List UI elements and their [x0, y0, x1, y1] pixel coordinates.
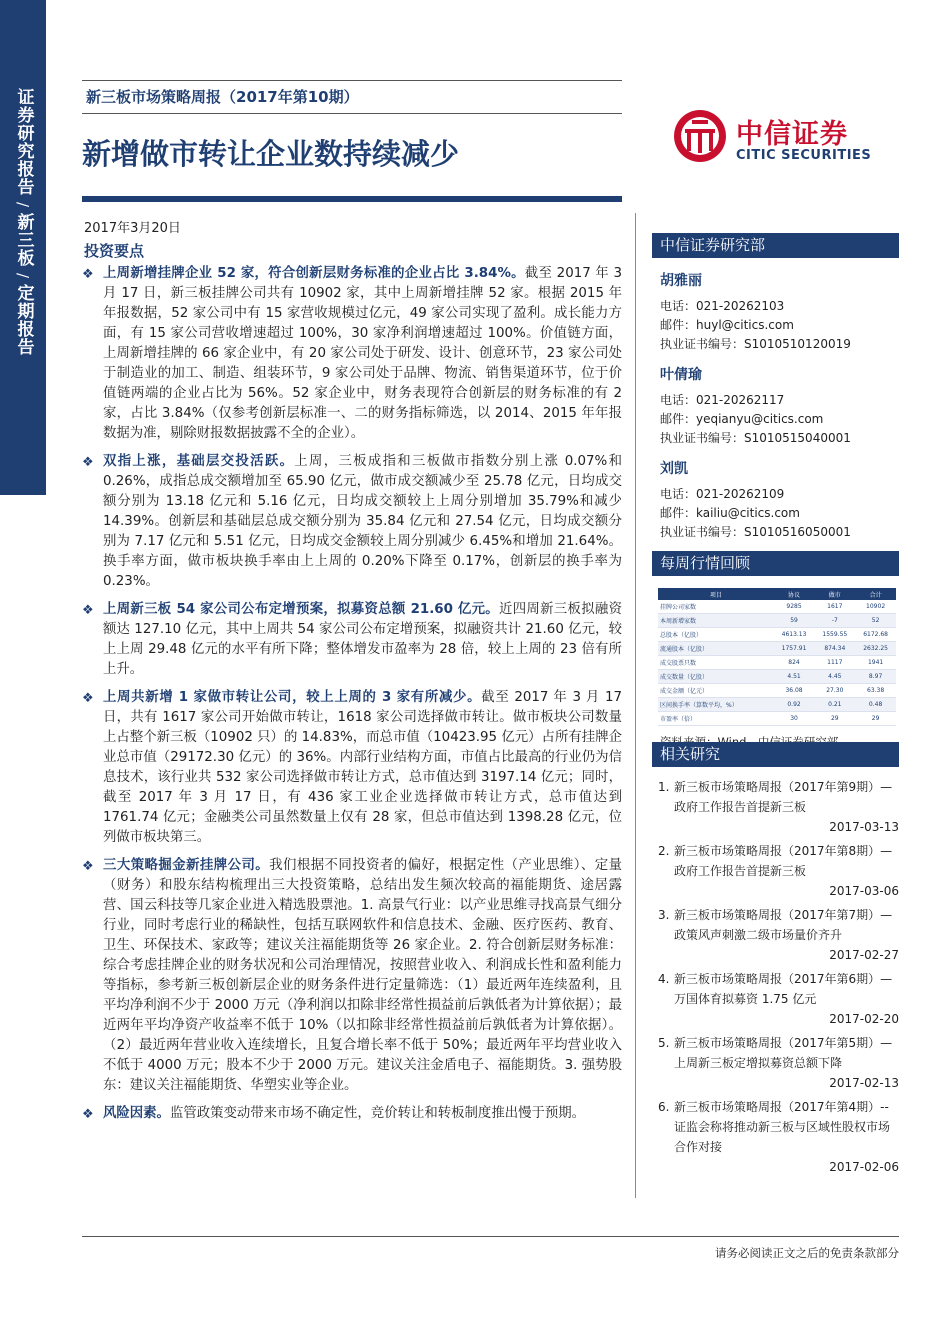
table-row [658, 656, 896, 670]
item-date: 2017-03-06 [829, 884, 899, 898]
key-point: ❖ 三大策略掘金新挂牌公司。我们根据不同投资者的偏好，根据定性（产业思维）、定量（财务）和股东结构梳理出三大投资策略，总结出发生频次较高的福能期货、途居露营、国云科技等几家企业进入精选股票池。1. 高景气行业：以产业思维寻找高景气细分行业，同时考虑行业的稀缺性，包括互联网软件和信息技术、金融、医疗医药、教育、卫生、环保技术、家政等；建议关注福能期货等 26 家企业。2. 符合创新层财务标准：综合考虑挂牌企业的财务状况和公司治理情况，按照营业收入、利润成长性和盈利能力等指标，参考新三板创新层企业的财务条件进行定量筛选：（1）最近两年连续盈利，且平均净利润不少于 2000 万元（净利润以扣除非经常性损益前后孰低者为计算依据）；最近两年平均净资产收益率不低于 10%（以扣除非经常性损益前后孰低者为计算依据）。（2）最近两年营业收入连续增长，且复合增长率不低于 50%；最近两年平均营业收入不低于 4000 万元；股本不少于 2000 万元。建议关注金盾电子、福能期货。3. 强势股东：建议关注福能期货、华塑实业等企业。 [82, 858, 622, 1093]
value-cell: 52 [855, 614, 896, 628]
weekly-review-panel [652, 551, 899, 750]
item-title: 新三板市场策略周报（2017年第8期）—政府工作报告首提新三板 [674, 844, 893, 878]
value-cell: 2632.25 [855, 642, 896, 656]
value-cell: 9285 [774, 600, 815, 614]
item-index: 6. [658, 1100, 670, 1114]
category-separator: / [14, 202, 32, 208]
item-title: 新三板市场策略周报（2017年第7期）—政策风声刺激二级市场量价齐升 [674, 908, 893, 942]
analyst-phone: 电话：021-20262109 [660, 487, 785, 501]
table-row [658, 600, 896, 614]
table-row [658, 642, 896, 656]
key-point: ❖ 双指上涨，基础层交投活跃。上周，三板成指和三板做市指数分别上涨 0.07%和 0.26%，成指总成交额增加至 65.90 亿元，做市成交额减少至 25.78 亿元，日均成交额分别为 13.18 亿元和 5.16 亿元，日均成交额较上上周分别增加 35.79%和减少 14.39%。创新层和基础层总成交额分别为 35.84 亿元和 27.54 亿元，日均成交额分别为 7.17 亿元和 5.51 亿元，日均成交金额较上周分别减少 6.45%和增加 21.64%。换手率方面，做市板块换手率由上上周的 0.20%下降至 0.17%，创新层的换手率为 0.23%。 [82, 454, 622, 589]
citic-logo [672, 106, 882, 168]
logo-text-cn: 中信证券 [736, 119, 848, 150]
value-cell: 4.45 [814, 670, 855, 684]
diamond-bullet-icon: ❖ [82, 691, 94, 706]
related-research-item[interactable] [658, 1097, 899, 1177]
value-cell: 1117 [814, 656, 855, 670]
analyst-name: 胡雅丽 [660, 273, 702, 289]
item-index: 5. [658, 1036, 670, 1050]
footer-disclaimer: 请务必阅读正文之后的免责条款部分 [715, 1246, 899, 1260]
value-cell: -7 [814, 614, 855, 628]
value-cell: 1757.91 [774, 642, 815, 656]
analyst-phone: 电话：021-20262103 [660, 299, 785, 313]
related-research-list [652, 777, 899, 1177]
value-cell: 1617 [814, 600, 855, 614]
report-date: 2017年3月20日 [84, 221, 181, 236]
related-research-panel [652, 742, 899, 1181]
column-divider [635, 213, 636, 1198]
vertical-category-bar [0, 0, 46, 495]
item-date: 2017-02-06 [829, 1160, 899, 1174]
value-cell: 8.97 [855, 670, 896, 684]
row-label-cell: 挂牌公司家数 [658, 600, 774, 614]
item-date: 2017-02-27 [829, 948, 899, 962]
category-label: 证券研究报告 [13, 88, 34, 196]
related-research-item[interactable] [658, 969, 899, 1029]
market-review-table [658, 588, 896, 726]
category-label: 定期报告 [13, 284, 34, 357]
analyst-card [652, 458, 899, 540]
category-separator: / [14, 273, 32, 279]
value-cell: 6172.68 [855, 628, 896, 642]
value-cell: 4613.13 [774, 628, 815, 642]
value-cell: 63.38 [855, 684, 896, 698]
diamond-bullet-icon: ❖ [82, 267, 94, 282]
analyst-cert: 执业证书编号：S1010515040001 [660, 431, 851, 445]
analyst-phone: 电话：021-20262117 [660, 393, 785, 407]
research-dept-heading: 中信证券研究部 [652, 233, 899, 258]
related-research-item[interactable] [658, 1033, 899, 1093]
key-point: ❖ 上周共新增 1 家做市转让公司，较上上周的 3 家有所减少。截至 2017 年 3 月 17 日，共有 1617 家公司开始做市转让，1618 家公司选择做市转让。做市板块公司数量上占整个新三板（10902 只）的 14.83%，而总市值（10423.95 亿元）占所有挂牌企业总市值（29172.30 亿元）的 36%。内部行业结构方面，市值占比最高的行业仍为信息技术，该行业共 532 家公司选择做市转让方式，总市值达到 3197.14 亿元；同时，截至 2017 年 3 月 17 日，有 436 家工业企业选择做市转让方式，总市值达到 1761.74 亿元；金融类公司虽然数量上仅有 28 家，但总市值达到 1398.28 亿元，位列做市板块第三。 [82, 690, 623, 845]
row-label-cell: 市盈率（倍） [658, 712, 774, 726]
logo-text-en: CITIC SECURITIES [736, 148, 872, 163]
title-divider [82, 196, 622, 202]
analyst-card [652, 364, 899, 446]
item-index: 3. [658, 908, 670, 922]
item-index: 4. [658, 972, 670, 986]
item-index: 1. [658, 780, 670, 794]
analyst-name: 叶倩瑜 [660, 367, 702, 383]
item-title: 新三板市场策略周报（2017年第4期）--证监会称将推动新三板与区域性股权市场合作对接 [674, 1100, 891, 1154]
footer-divider [82, 1236, 899, 1237]
value-cell: 29 [855, 712, 896, 726]
item-date: 2017-02-20 [829, 1012, 899, 1026]
page-title: 新增做市转让企业数持续减少 [82, 137, 460, 171]
table-row [658, 614, 896, 628]
section-heading: 投资要点 [84, 242, 145, 260]
key-point: ❖ 上周新三板 54 家公司公布定增预案，拟募资总额 21.60 亿元。近四周新三板拟融资额达 127.10 亿元，其中上周共 54 家公司公布定增预案，拟融资共计 21.60 亿元，较上上周 29.48 亿元的水平有所下降；整体增发市盈率为 28 倍，较上上周的 23 倍有所上升。 [82, 602, 622, 677]
row-label-cell: 本周新增家数 [658, 614, 774, 628]
item-date: 2017-02-13 [829, 1076, 899, 1090]
key-point: ❖ 风险因素。监管政策变动带来市场不确定性，竞价转让和转板制度推出慢于预期。 [82, 1104, 622, 1124]
analyst-cert: 执业证书编号：S1010516050001 [660, 525, 851, 539]
related-research-heading: 相关研究 [652, 742, 899, 767]
table-row [658, 712, 896, 726]
analyst-cert: 执业证书编号：S1010510120019 [660, 337, 851, 351]
value-cell: 1941 [855, 656, 896, 670]
row-label-cell: 成交金额（亿元） [658, 684, 774, 698]
column-header: 做市 [814, 588, 855, 600]
item-title: 新三板市场策略周报（2017年第9期）—政府工作报告首提新三板 [674, 780, 893, 814]
value-cell: 30 [774, 712, 815, 726]
row-label-cell: 流通股本（亿股） [658, 642, 774, 656]
value-cell: 4.51 [774, 670, 815, 684]
value-cell: 36.08 [774, 684, 815, 698]
value-cell: 1559.55 [814, 628, 855, 642]
table-row [658, 698, 896, 712]
value-cell: 0.92 [774, 698, 815, 712]
table-header-row [658, 588, 896, 600]
table-row [658, 684, 896, 698]
value-cell: 0.48 [855, 698, 896, 712]
row-label-cell: 成交数量（亿股） [658, 670, 774, 684]
item-title: 新三板市场策略周报（2017年第6期）—万国体育拟募资 1.75 亿元 [674, 972, 893, 1006]
value-cell: 10902 [855, 600, 896, 614]
value-cell: 27.30 [814, 684, 855, 698]
category-label: 新三板 [13, 213, 34, 268]
item-index: 2. [658, 844, 670, 858]
column-header: 合计 [855, 588, 896, 600]
analyst-email[interactable]: 邮件：yeqianyu@citics.com [660, 412, 824, 426]
value-cell: 0.21 [814, 698, 855, 712]
value-cell: 824 [774, 656, 815, 670]
research-dept-panel [652, 233, 899, 543]
related-research-item[interactable] [658, 777, 899, 837]
analyst-name: 刘凯 [660, 461, 688, 477]
diamond-bullet-icon: ❖ [82, 859, 94, 874]
key-point: ❖ 上周新增挂牌企业 52 家，符合创新层财务标准的企业占比 3.84%。截至 2017 年 3 月 17 日，新三板挂牌公司共有 10902 家，其中上周新增挂牌 52 家。根据 2015 年年报数据，52 家公司中有 15 家营收规模过亿元，49 家公司实现了盈利。成长能力方面，有 15 家公司营收增速超过 100%，30 家净利润增速超过 100%。价值链方面，上周新增挂牌的 66 家企业中，有 20 家公司处于研发、设计、创意环节，23 家公司处于制造业的加工、制造、组装环节，9 家公司处于品牌、物流、销售渠道环节，位于价值链两端的企业占比为 56%。52 家企业中，财务表现符合创新层的财务标准的有 2 家，占比 3.84%（仅参考创新层标准一、二的财务指标筛选，以 2014、2015 年年报数据为准，剔除财报数据披露不全的企业）。 [82, 266, 622, 441]
diamond-bullet-icon: ❖ [82, 603, 94, 618]
diamond-bullet-icon: ❖ [82, 1107, 94, 1122]
key-points [82, 264, 622, 1132]
value-cell: 29 [814, 712, 855, 726]
table-row [658, 628, 896, 642]
analyst-email[interactable]: 邮件：huyl@citics.com [660, 318, 794, 332]
analyst-card [652, 270, 899, 352]
analyst-email[interactable]: 邮件：kailiu@citics.com [660, 506, 800, 520]
report-series: 新三板市场策略周报（2017年第10期） [82, 80, 622, 114]
item-date: 2017-03-13 [829, 820, 899, 834]
item-title: 新三板市场策略周报（2017年第5期）—上周新三板定增拟募资总额下降 [674, 1036, 893, 1070]
row-label-cell: 区间换手率（算数平均，%） [658, 698, 774, 712]
table-row [658, 670, 896, 684]
related-research-item[interactable] [658, 841, 899, 901]
value-cell: 59 [774, 614, 815, 628]
related-research-item[interactable] [658, 905, 899, 965]
row-label-cell: 总股本（亿股） [658, 628, 774, 642]
value-cell: 874.34 [814, 642, 855, 656]
citic-emblem-icon [672, 108, 728, 164]
weekly-review-heading: 每周行情回顾 [652, 551, 899, 576]
column-header: 协议 [774, 588, 815, 600]
column-header: 项目 [658, 588, 774, 600]
row-label-cell: 成交股票只数 [658, 656, 774, 670]
diamond-bullet-icon: ❖ [82, 455, 94, 470]
